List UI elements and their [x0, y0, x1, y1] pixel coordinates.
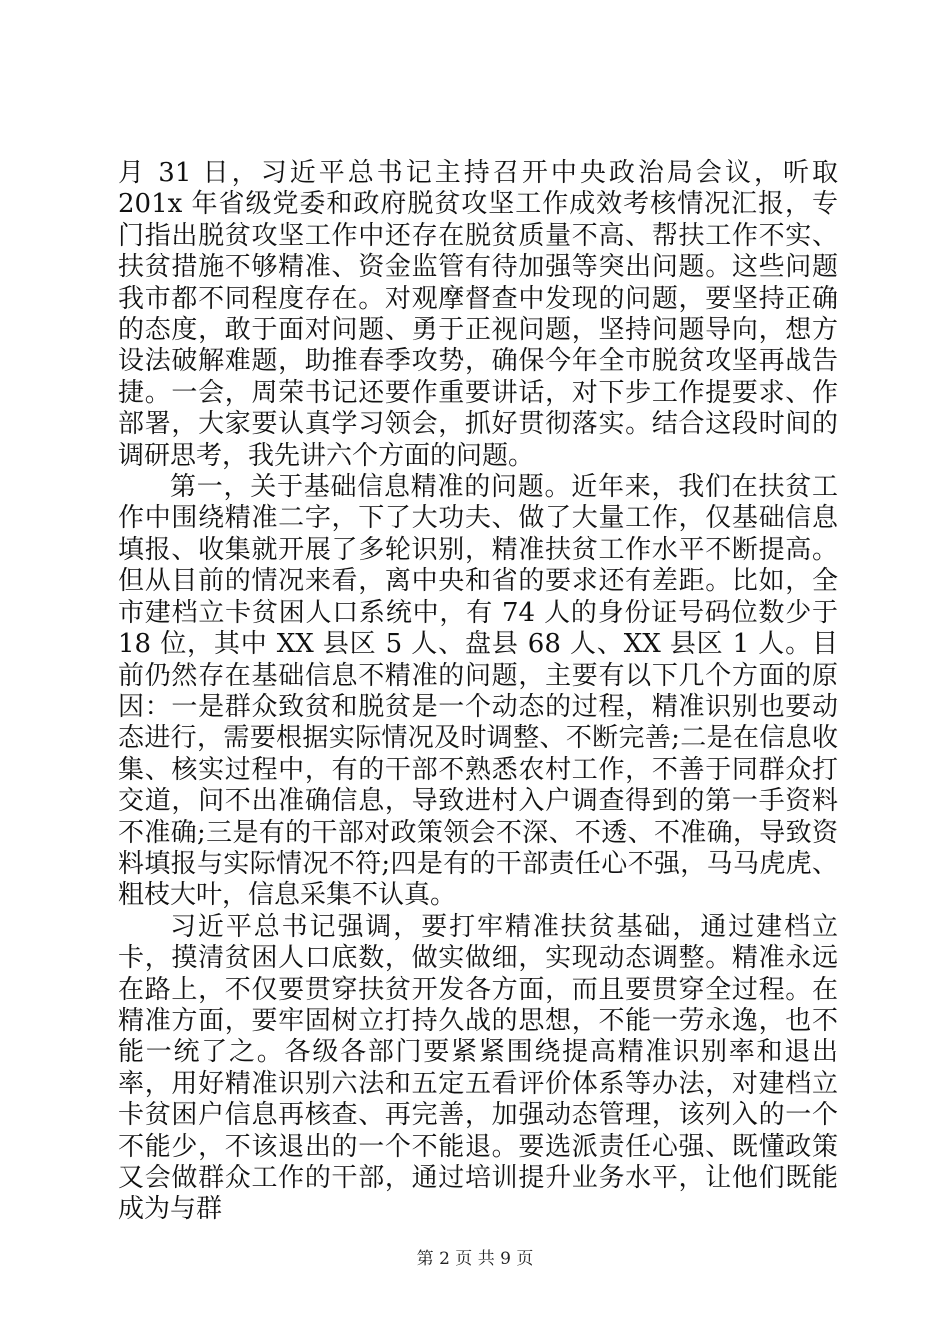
paragraph-3: 习近平总书记强调，要打牢精准扶贫基础，通过建档立卡，摸清贫困人口底数，做实做细，实现动态调整。精准永远在路上，不仅要贯穿扶贫开发各方面，而且要贯穿全过程。在精准方面，要牢固树立打持久战的思想，不能一劳永逸，也不能一统了之。各级各部门要紧紧围绕提高精准识别率和退出率，用好精准识别六法和五定五看评价体系等办法，对建档立卡贫困户信息再核查、再完善，加强动态管理，该列入的一个不能少，不该退出的一个不能退。要选派责任心强、既懂政策又会做群众工作的干部，通过培训提升业务水平，让他们既能成为与群 — [118, 911, 838, 1225]
document-body — [118, 158, 838, 1226]
page-footer: 第 2 页 共 9 页 — [416, 1249, 534, 1269]
paragraph-2: 第一，关于基础信息精准的问题。近年来，我们在扶贫工作中围绕精准二字，下了大功夫、做了大量工作，仅基础信息填报、收集就开展了多轮识别，精准扶贫工作水平不断提高。但从目前的情况来看，离中央和省的要求还有差距。比如，全市建档立卡贫困人口系统中，有 74 人的身份证号码位数少于 18 位，其中 XX 县区 5 人、盘县 68 人、XX 县区 1 人。目前仍然存在基础信息不精准的问题，主要有以下几个方面的原因：一是群众致贫和脱贫是一个动态的过程，精准识别也要动态进行，需要根据实际情况及时调整、不断完善;二是在信息收集、核实过程中，有的干部不熟悉农村工作，不善于同群众打交道，问不出准确信息，导致进村入户调查得到的第一手资料不准确;三是有的干部对政策领会不深、不透、不准确，导致资料填报与实际情况不符;四是有的干部责任心不强，马马虎虎、粗枝大叶，信息采集不认真。 — [118, 472, 838, 911]
paragraph-1: 月 31 日，习近平总书记主持召开中央政治局会议，听取 201x 年省级党委和政府脱贫攻坚工作成效考核情况汇报，专门指出脱贫攻坚工作中还存在脱贫质量不高、帮扶工作不实、扶贫措施不够精准、资金监管有待加强等突出问题。这些问题我市都不同程度存在。对观摩督查中发现的问题，要坚持正确的态度，敢于面对问题、勇于正视问题，坚持问题导向，想方设法破解难题，助推春季攻势，确保今年全市脱贫攻坚再战告捷。一会，周荣书记还要作重要讲话，对下步工作提要求、作部署，大家要认真学习领会，抓好贯彻落实。结合这段时间的调研思考，我先讲六个方面的问题。 — [118, 158, 838, 471]
